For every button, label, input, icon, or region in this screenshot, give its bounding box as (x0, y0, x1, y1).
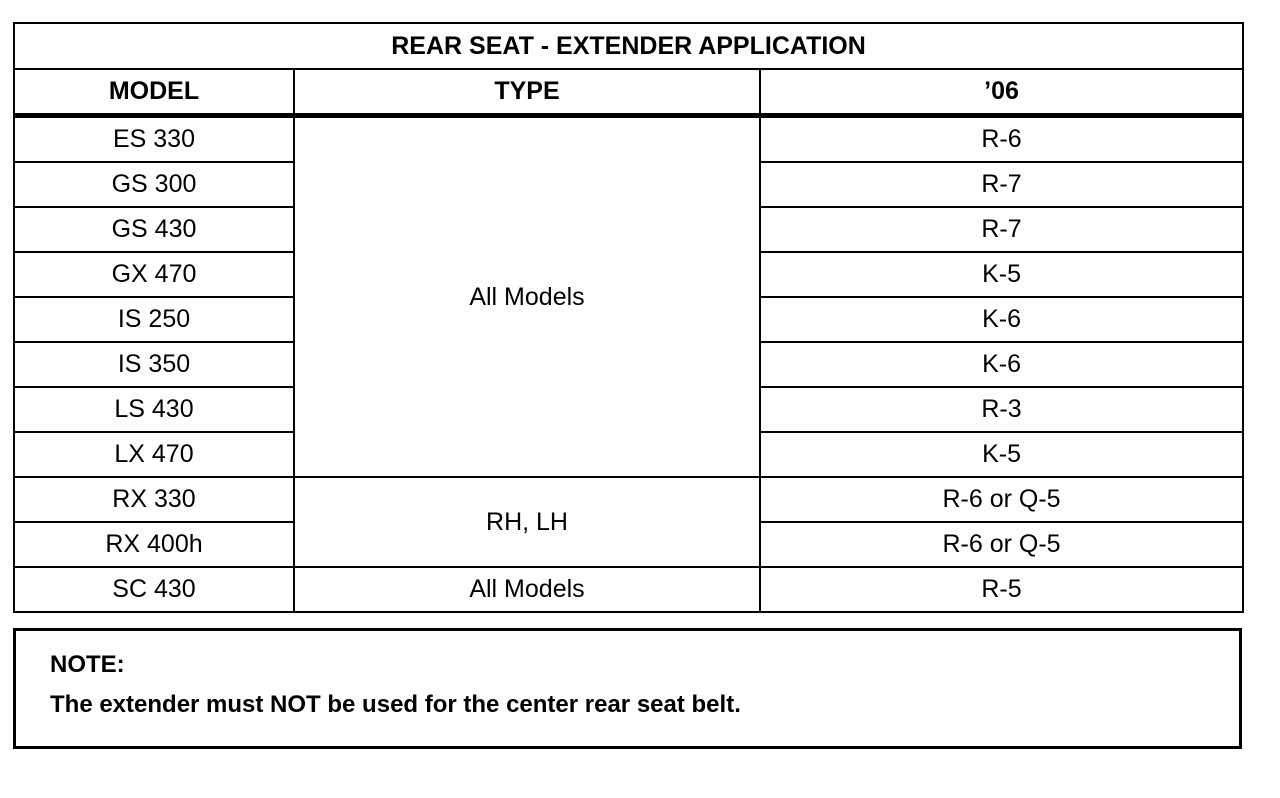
column-header-year: ’06 (760, 69, 1243, 116)
year-cell: R-3 (760, 387, 1243, 432)
model-cell: LX 470 (14, 432, 294, 477)
column-header-type: TYPE (294, 69, 760, 116)
model-cell: ES 330 (14, 116, 294, 163)
model-cell: IS 250 (14, 297, 294, 342)
table-header-row (14, 69, 1243, 116)
year-cell: R-6 or Q-5 (760, 522, 1243, 567)
model-cell: LS 430 (14, 387, 294, 432)
type-cell: RH, LH (294, 477, 760, 567)
model-cell: RX 400h (14, 522, 294, 567)
note-box (13, 628, 1242, 749)
model-cell: GS 300 (14, 162, 294, 207)
table-title-row (14, 23, 1243, 69)
year-cell: R-7 (760, 162, 1243, 207)
model-cell: SC 430 (14, 567, 294, 612)
table-title: REAR SEAT - EXTENDER APPLICATION (14, 23, 1243, 69)
year-cell: R-7 (760, 207, 1243, 252)
year-cell: R-5 (760, 567, 1243, 612)
model-cell: GS 430 (14, 207, 294, 252)
note-text: The extender must NOT be used for the center rear seat belt. (50, 691, 741, 718)
model-cell: IS 350 (14, 342, 294, 387)
year-cell: K-5 (760, 252, 1243, 297)
year-cell: K-6 (760, 297, 1243, 342)
type-cell: All Models (294, 116, 760, 478)
column-header-model: MODEL (14, 69, 294, 116)
type-cell: All Models (294, 567, 760, 612)
year-cell: R-6 (760, 116, 1243, 163)
year-cell: R-6 or Q-5 (760, 477, 1243, 522)
table-row (14, 116, 1243, 163)
year-cell: K-5 (760, 432, 1243, 477)
application-table (13, 22, 1244, 613)
year-cell: K-6 (760, 342, 1243, 387)
model-cell: RX 330 (14, 477, 294, 522)
model-cell: GX 470 (14, 252, 294, 297)
table-row (14, 567, 1243, 612)
table-row (14, 477, 1243, 522)
extender-application-table (13, 22, 1242, 613)
note-label: NOTE: (50, 651, 125, 678)
